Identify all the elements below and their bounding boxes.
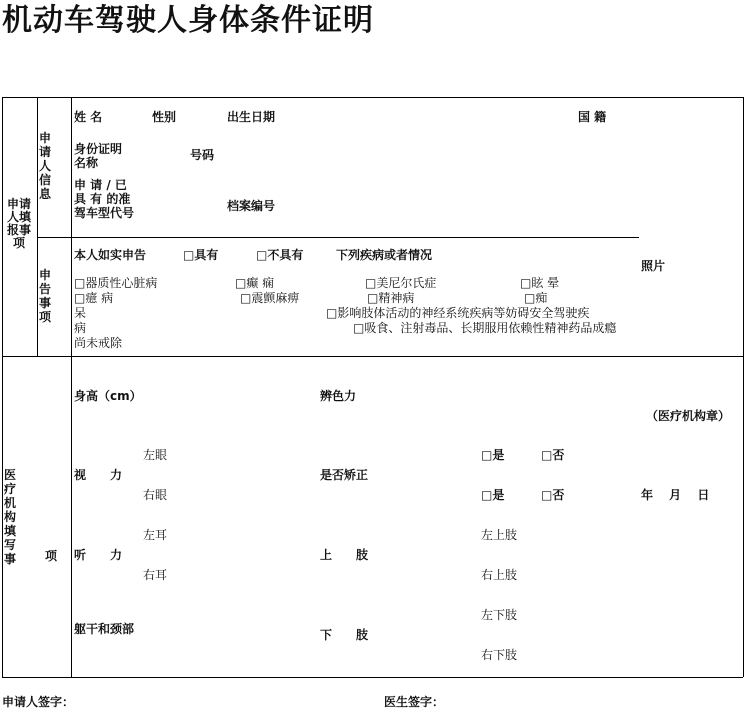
institution-stamp-label: （医疗机构章） xyxy=(646,409,731,423)
applicant-section-divider xyxy=(37,237,639,238)
table-left-border xyxy=(2,97,3,677)
gender-label: 性别 xyxy=(152,110,177,124)
right-eye-label: 右眼 xyxy=(143,488,168,502)
conditions-label: 下列疾病或者情况 xyxy=(336,248,433,262)
drug-use-checkbox[interactable]: □吸食、注射毒品、长期服用依赖性精神药品成瘾 xyxy=(353,321,617,335)
drug-use-continuation: 尚未戒除 xyxy=(74,336,123,350)
mental-illness-checkbox[interactable]: □精神病 xyxy=(367,291,415,305)
declaration-statement: 本人如实申告 xyxy=(74,248,147,262)
table-top-border xyxy=(2,97,743,98)
name-label: 姓 名 xyxy=(74,110,103,124)
has-condition-checkbox[interactable]: □具有 xyxy=(183,248,219,262)
file-number-label: 档案编号 xyxy=(227,199,276,213)
table-right-border xyxy=(743,97,744,677)
epilepsy-checkbox[interactable]: □癫 痫 xyxy=(235,276,275,290)
left-corrected-yes-checkbox[interactable]: □是 xyxy=(481,448,505,462)
right-corrected-no-checkbox[interactable]: □否 xyxy=(541,488,565,502)
applicant-info-label: 申请人信息 xyxy=(38,131,51,201)
lower-limb-label: 下 肢 xyxy=(320,628,369,642)
left-upper-limb-label: 左上肢 xyxy=(481,528,518,542)
nationality-label: 国 籍 xyxy=(578,110,607,124)
hearing-label: 听 力 xyxy=(74,548,123,562)
left-corrected-no-checkbox[interactable]: □否 xyxy=(541,448,565,462)
height-label: 身高（cm） xyxy=(74,389,142,403)
color-vision-label: 辨色力 xyxy=(320,389,357,403)
date-label: 年 月 日 xyxy=(641,488,710,502)
nervous-disease-checkbox[interactable]: □影响肢体活动的神经系统疾病等妨碍安全驾驶疾 xyxy=(326,306,590,320)
corrected-label: 是否矫正 xyxy=(320,468,369,482)
photo-label: 照片 xyxy=(641,259,666,273)
right-lower-limb-label: 右下肢 xyxy=(481,648,518,662)
nervous-disease-continuation: 病 xyxy=(74,321,87,335)
medical-section-label: 医疗机构填写事 xyxy=(3,468,16,566)
content-divider xyxy=(71,97,72,677)
vision-label: 视 力 xyxy=(74,468,123,482)
id-number-label: 号码 xyxy=(190,148,215,162)
vehicle-type-label: 申 请 / 已 具 有 的准驾车型代号 xyxy=(74,178,135,220)
right-corrected-yes-checkbox[interactable]: □是 xyxy=(481,488,505,502)
table-bottom-border xyxy=(2,677,743,678)
vertigo-checkbox[interactable]: □眩 晕 xyxy=(520,276,560,290)
meniere-checkbox[interactable]: □美尼尔氏症 xyxy=(365,276,437,290)
no-condition-checkbox[interactable]: □不具有 xyxy=(256,248,304,262)
section-divider xyxy=(2,356,743,357)
organic-heart-disease-checkbox[interactable]: □器质性心脏病 xyxy=(74,276,158,290)
left-ear-label: 左耳 xyxy=(143,528,168,542)
declaration-label: 申告事项 xyxy=(38,268,51,324)
applicant-signature-label: 申请人签字： xyxy=(2,695,75,709)
doctor-signature-label: 医生签字： xyxy=(384,695,445,709)
right-upper-limb-label: 右上肢 xyxy=(481,568,518,582)
dementia-checkbox[interactable]: □痴 xyxy=(524,291,548,305)
id-document-label: 身份证明名称 xyxy=(74,142,123,170)
left-eye-label: 左眼 xyxy=(143,448,168,462)
applicant-section-label: 申请人填报事项 xyxy=(6,197,31,250)
birth-date-label: 出生日期 xyxy=(227,110,276,124)
upper-limb-label: 上 肢 xyxy=(320,548,369,562)
medical-section-label-end: 项 xyxy=(45,549,58,563)
tremor-checkbox[interactable]: □震颤麻痹 xyxy=(240,291,300,305)
trunk-neck-label: 躯干和颈部 xyxy=(74,622,135,636)
right-ear-label: 右耳 xyxy=(143,568,168,582)
dementia-continuation: 呆 xyxy=(74,306,87,320)
page-title: 机动车驾驶人身体条件证明 xyxy=(2,3,374,38)
hysteria-checkbox[interactable]: □癔 病 xyxy=(74,291,114,305)
left-lower-limb-label: 左下肢 xyxy=(481,608,518,622)
